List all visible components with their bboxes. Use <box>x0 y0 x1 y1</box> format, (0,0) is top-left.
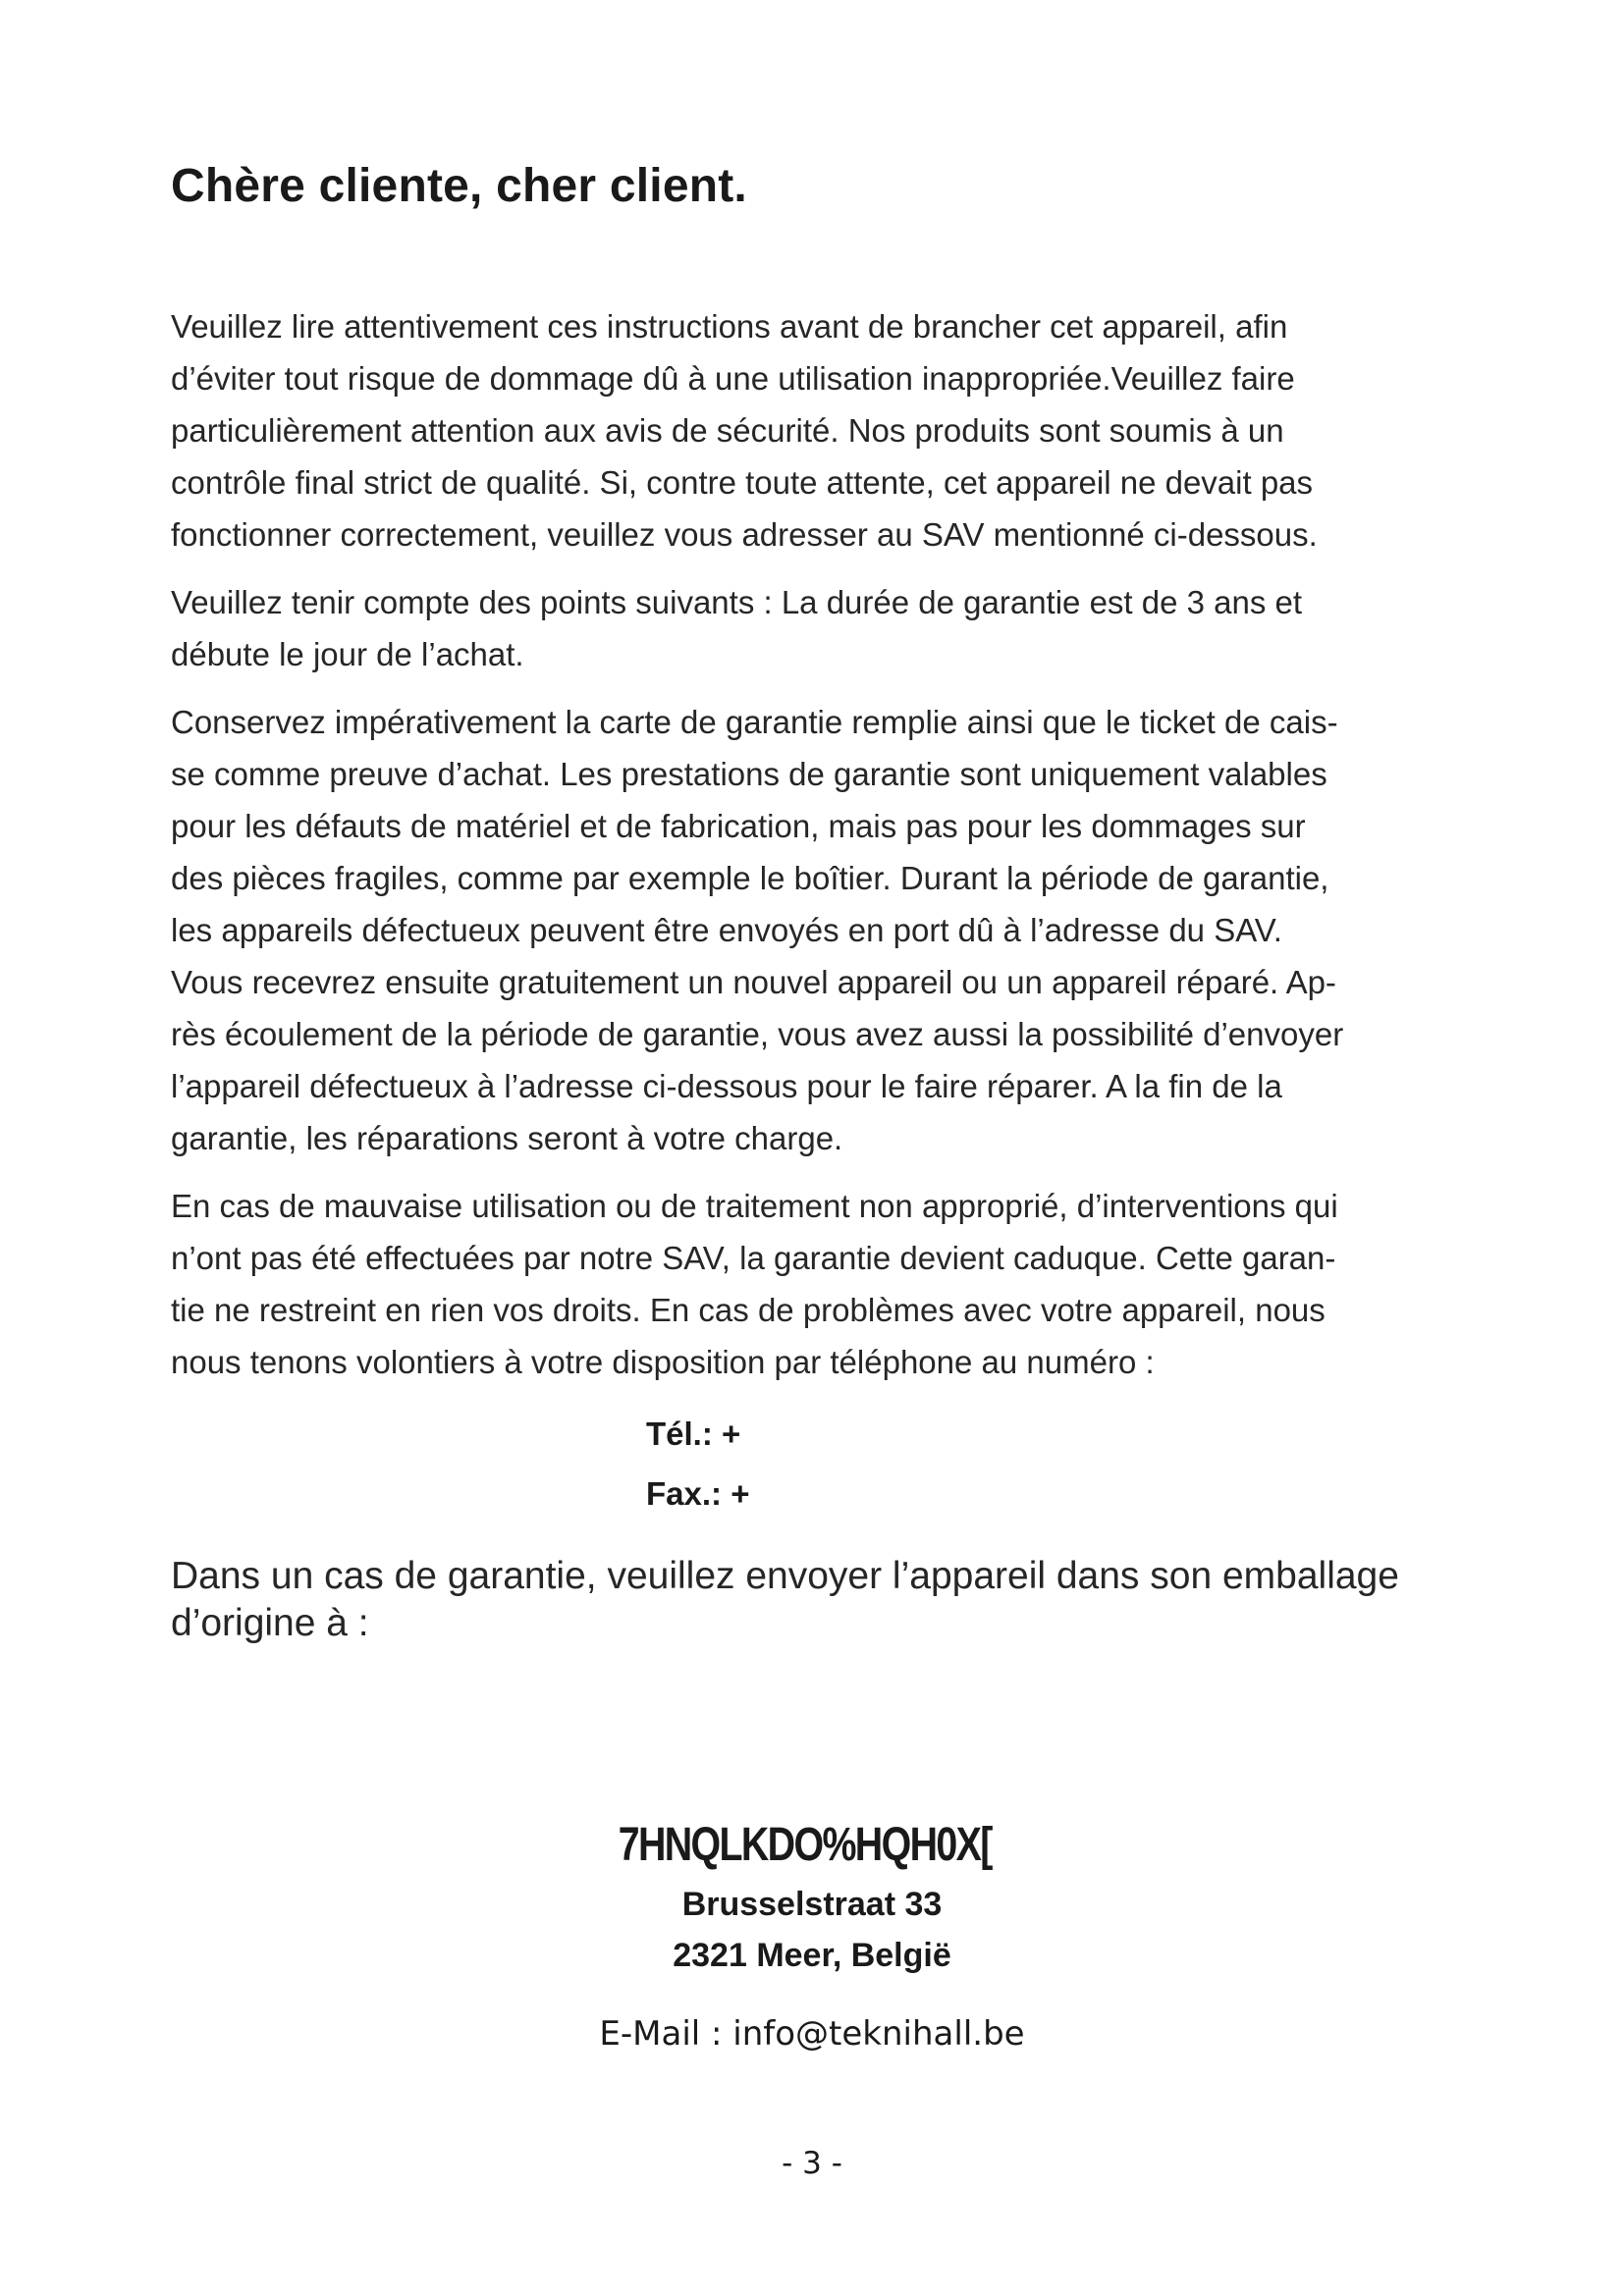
text-line: nous tenons volontiers à votre disposition par téléphone au numéro : <box>171 1344 1155 1380</box>
contact-numbers <box>646 1406 757 1525</box>
phone-line <box>646 1406 757 1466</box>
text-line: n’ont pas été effectuées par notre SAV, la garantie devient caduque. Cette garan- <box>171 1240 1336 1276</box>
text-line: d’éviter tout risque de dommage dû à une utilisation inappropriée.Veuillez faire <box>171 360 1295 397</box>
text-line: garantie, les réparations seront à votre charge. <box>171 1120 843 1156</box>
street-address: Brusselstraat 33 <box>681 1886 943 1923</box>
paragraph-intro <box>171 300 1506 561</box>
page-number: - 3 - <box>782 2146 842 2181</box>
text-line: rès écoulement de la période de garantie, vous avez aussi la possibilité d’envoyer <box>171 1016 1344 1052</box>
paragraph-warranty-card <box>171 696 1506 1164</box>
company-name: 7HNQLKDO%HQH0X[ <box>619 1819 992 1871</box>
city-address: 2321 Meer, België <box>673 1937 951 1974</box>
text-line: Veuillez lire attentivement ces instructions avant de brancher cet appareil, afin <box>171 308 1288 345</box>
text-line: particulièrement attention aux avis de sécurité. Nos produits sont soumis à un <box>171 412 1284 449</box>
email-address: E-Mail : info@teknihall.be <box>599 2014 1025 2054</box>
page-title: Chère cliente, cher client. <box>171 160 747 212</box>
phone-label: Tél.: + <box>646 1415 741 1452</box>
text-line: Vous recevrez ensuite gratuitement un nouvel appareil ou un appareil réparé. Ap- <box>171 964 1336 1000</box>
text-line: En cas de mauvaise utilisation ou de traitement non approprié, d’interventions qui <box>171 1188 1338 1224</box>
text-line: contrôle final strict de qualité. Si, contre toute attente, cet appareil ne devait pas <box>171 464 1314 501</box>
shipping-instructions: Dans un cas de garantie, veuillez envoyer l’appareil dans son emballage d’origine à : <box>171 1555 1399 1644</box>
body-text <box>171 300 1506 1404</box>
text-line: Veuillez tenir compte des points suivants : La durée de garantie est de 3 ans et <box>171 584 1303 620</box>
paragraph-misuse <box>171 1180 1506 1388</box>
text-line: les appareils défectueux peuvent être envoyés en port dû à l’adresse du SAV. <box>171 912 1282 948</box>
text-line: fonctionner correctement, veuillez vous adresser au SAV mentionné ci-dessous. <box>171 516 1318 553</box>
text-line: se comme preuve d’achat. Les prestations de garantie sont uniquement valables <box>171 756 1327 792</box>
text-line: l’appareil défectueux à l’adresse ci-dessous pour le faire réparer. A la fin de la <box>171 1068 1282 1104</box>
fax-line <box>646 1466 757 1525</box>
text-line: des pièces fragiles, comme par exemple le boîtier. Durant la période de garantie, <box>171 860 1329 896</box>
text-line: Conservez impérativement la carte de garantie remplie ainsi que le ticket de cais- <box>171 704 1338 740</box>
fax-label: Fax.: + <box>646 1475 750 1512</box>
service-address <box>0 1812 1624 2057</box>
text-line: tie ne restreint en rien vos droits. En cas de problèmes avec votre appareil, nous <box>171 1292 1326 1328</box>
text-line: pour les défauts de matériel et de fabrication, mais pas pour les dommages sur <box>171 808 1306 844</box>
paragraph-warranty-duration <box>171 576 1506 680</box>
text-line: débute le jour de l’achat. <box>171 636 524 672</box>
